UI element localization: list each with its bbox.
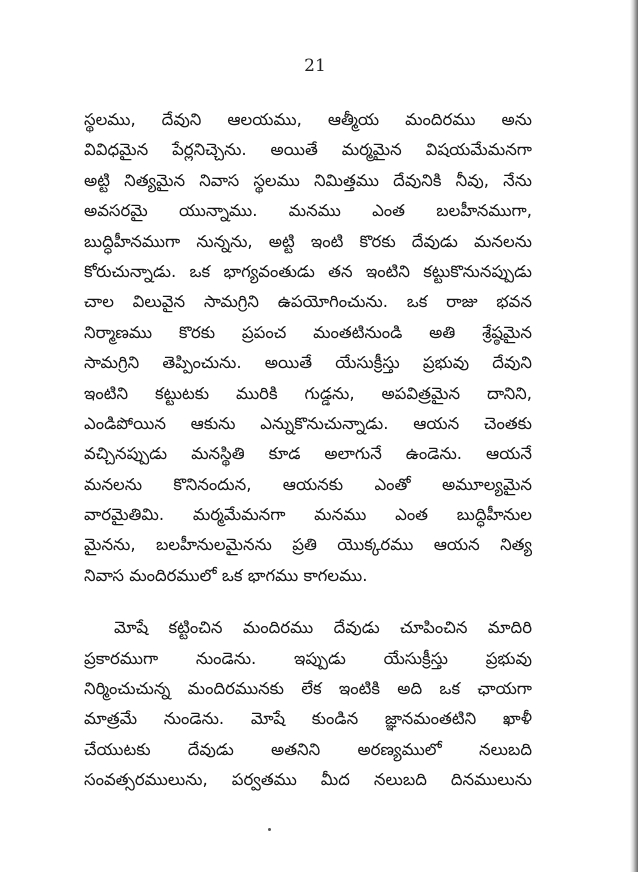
text-line: వచ్చినప్పుడు మనస్థితి కూడ అలాగునే ఉండెను. ఆయనే	[84, 444, 532, 464]
text-line: సంవత్సరములును, పర్వతము మీద నలుబది దినములును	[84, 770, 532, 790]
page-speck	[268, 828, 271, 831]
text-line: వారమైతిమి. మర్మమేమనగా మనము ఎంత బుద్ధిహీనుల	[84, 505, 532, 525]
text-line: వివిధమైన పేర్లనిచ్చెను. అయితే మర్మమైన విషయమేమనగా	[84, 140, 532, 160]
text-line: స్థలము, దేవుని ఆలయము, ఆత్మీయ మందిరము అను	[84, 110, 532, 129]
paragraph-spacer	[84, 591, 532, 613]
text-line: మోషే కట్టించిన మందిరము దేవుడు చూపించిన మాదిరి	[114, 618, 532, 638]
text-line: ఇంటిని కట్టుటకు మురికి గుడ్డను, అపవిత్రమైన దానిని,	[84, 383, 532, 403]
text-line: మనలను కొనినందున, ఆయనకు ఎంతో అమూల్యమైన	[84, 474, 532, 494]
text-line: చేయుటకు దేవుడు అతనిని అరణ్యములో నలుబది	[84, 739, 532, 759]
text-line: మైనను, బలహీనులమైనను ప్రతి యొక్కరము ఆయన నిత్య	[84, 535, 532, 555]
text-line: నిర్మించుచున్న మందిరమునకు లేక ఇంటికి అది ఒక ఛాయగా	[84, 679, 532, 699]
text-line: కోరుచున్నాడు. ఒక భాగ్యవంతుడు తన ఇంటిని కట్టుకొనునప్పుడు	[84, 261, 532, 281]
page-number: 21	[304, 56, 326, 76]
text-line: ఎండిపోయిన ఆకును ఎన్నుకొనుచున్నాడు. ఆయన చెంతకు	[84, 413, 532, 433]
text-line: బుద్ధిహీనముగా నున్నను, అట్టి ఇంటి కొరకు దేవుడు మనలను	[84, 231, 532, 251]
text-line: మాత్రమే నుండెను. మోషే కుండిన జ్ఞానమంతటిని ఖాళీ	[84, 709, 532, 729]
text-line: నిర్మాణము కొరకు ప్రపంచ మంతటినుండి అతి శ్రేష్ఠమైన	[84, 322, 532, 342]
page-edge-shadow	[630, 0, 638, 872]
paragraph-2	[84, 613, 532, 795]
text-line: సామగ్రిని తెప్పించును. అయితే యేసుక్రీస్తు ప్రభువు దేవుని	[84, 353, 532, 373]
body-text	[84, 105, 532, 796]
text-line: చాల విలువైన సామగ్రిని ఉపయోగించును. ఒక రాజు భవన	[84, 292, 532, 312]
text-line: అవసరమై యున్నాము. మనము ఎంత బలహీనముగా,	[84, 201, 532, 221]
paragraph-1	[84, 105, 532, 591]
text-line: అట్టి నిత్యమైన నివాస స్థలము నిమిత్తము దేవునికి నీవు, నేను	[84, 170, 532, 190]
text-line: నివాస మందిరములో ఒక భాగము కాగలము.	[84, 565, 368, 585]
text-line: ప్రకారముగా నుండెను. ఇప్పుడు యేసుక్రీస్తు ప్రభువు	[84, 648, 532, 668]
